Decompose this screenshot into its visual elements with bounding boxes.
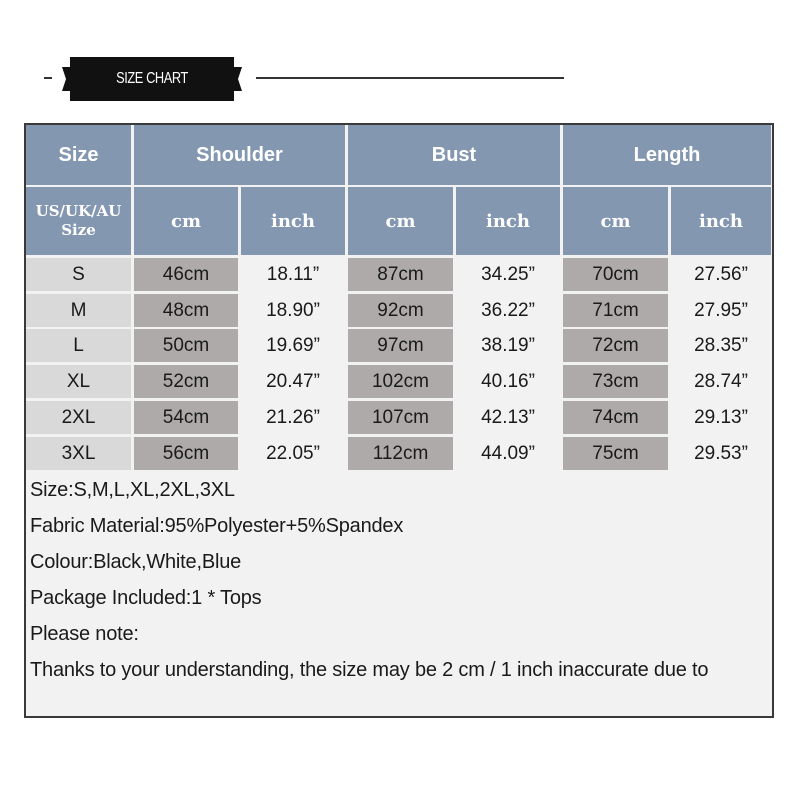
unit-header-inch: inch	[671, 187, 771, 255]
banner-dash	[44, 77, 52, 79]
size-label-cell: M	[26, 294, 131, 327]
cm-value-cell: 46cm	[134, 258, 238, 291]
cm-value-cell: 97cm	[348, 329, 453, 362]
note-line: Thanks to your understanding, the size may be 2 cm / 1 inch inaccurate due to	[30, 659, 709, 681]
inch-value-cell: 27.56”	[671, 258, 771, 291]
size-label-cell: 2XL	[26, 401, 131, 434]
inch-value-cell: 28.74”	[671, 365, 771, 398]
cm-value-cell: 75cm	[563, 437, 668, 470]
cm-value-cell: 52cm	[134, 365, 238, 398]
size-label-cell: L	[26, 329, 131, 362]
inch-value-cell: 21.26”	[241, 401, 345, 434]
inch-value-cell: 44.09”	[456, 437, 560, 470]
cm-value-cell: 73cm	[563, 365, 668, 398]
inch-value-cell: 20.47”	[241, 365, 345, 398]
banner-line	[256, 77, 564, 79]
size-label-cell: 3XL	[26, 437, 131, 470]
cm-value-cell: 48cm	[134, 294, 238, 327]
inch-value-cell: 36.22”	[456, 294, 560, 327]
size-label-cell: S	[26, 258, 131, 291]
note-line: Colour:Black,White,Blue	[30, 551, 242, 573]
size-region-label: US/UK/AU	[35, 202, 122, 220]
inch-value-cell: 18.90”	[241, 294, 345, 327]
header-bust: Bust	[348, 125, 560, 185]
inch-value-cell: 27.95”	[671, 294, 771, 327]
note-line: Size:S,M,L,XL,2XL,3XL	[30, 479, 235, 501]
size-chart-banner	[0, 55, 800, 105]
inch-value-cell: 29.13”	[671, 401, 771, 434]
unit-header-cm: cm	[563, 187, 668, 255]
inch-value-cell: 18.11”	[241, 258, 345, 291]
size-region-label: Size	[61, 221, 96, 239]
cm-value-cell: 54cm	[134, 401, 238, 434]
cm-value-cell: 71cm	[563, 294, 668, 327]
cm-value-cell: 112cm	[348, 437, 453, 470]
inch-value-cell: 22.05”	[241, 437, 345, 470]
unit-header-cm: cm	[348, 187, 453, 255]
inch-value-cell: 42.13”	[456, 401, 560, 434]
inch-value-cell: 29.53”	[671, 437, 771, 470]
inch-value-cell: 34.25”	[456, 258, 560, 291]
note-line: Please note:	[30, 623, 139, 645]
inch-value-cell: 40.16”	[456, 365, 560, 398]
inch-value-cell: 28.35”	[671, 329, 771, 362]
cm-value-cell: 50cm	[134, 329, 238, 362]
cm-value-cell: 92cm	[348, 294, 453, 327]
cm-value-cell: 74cm	[563, 401, 668, 434]
size-region-header	[26, 187, 131, 255]
header-size: Size	[26, 125, 131, 185]
unit-header-inch: inch	[456, 187, 560, 255]
cm-value-cell: 56cm	[134, 437, 238, 470]
size-chart-frame	[24, 123, 774, 718]
size-label-cell: XL	[26, 365, 131, 398]
note-line: Fabric Material:95%Polyester+5%Spandex	[30, 515, 404, 537]
header-length: Length	[563, 125, 771, 185]
cm-value-cell: 87cm	[348, 258, 453, 291]
cm-value-cell: 107cm	[348, 401, 453, 434]
cm-value-cell: 102cm	[348, 365, 453, 398]
inch-value-cell: 38.19”	[456, 329, 560, 362]
unit-header-cm: cm	[134, 187, 238, 255]
unit-header-inch: inch	[241, 187, 345, 255]
header-shoulder: Shoulder	[134, 125, 345, 185]
banner-title: SIZE CHART	[116, 70, 188, 87]
cm-value-cell: 70cm	[563, 258, 668, 291]
inch-value-cell: 19.69”	[241, 329, 345, 362]
note-line: Package Included:1 * Tops	[30, 587, 262, 609]
banner-tag	[62, 57, 242, 101]
cm-value-cell: 72cm	[563, 329, 668, 362]
